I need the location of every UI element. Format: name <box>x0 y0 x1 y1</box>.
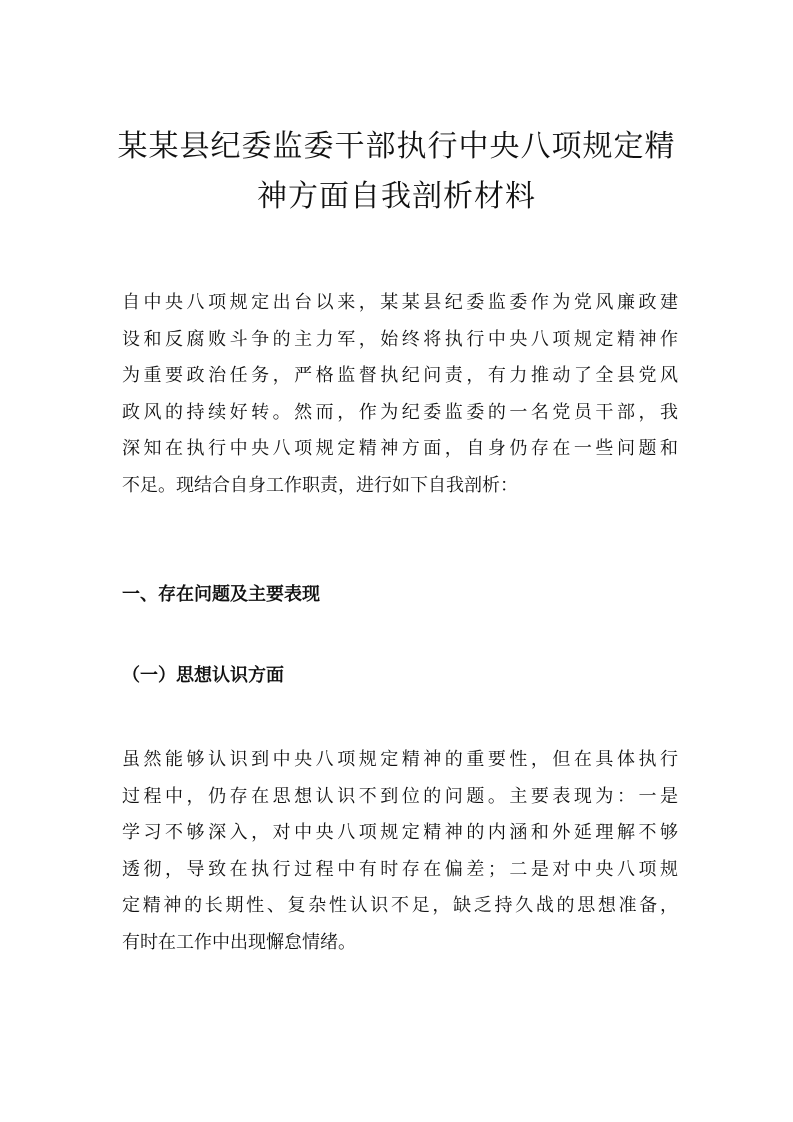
body-line: 有时在工作中出现懈怠情绪。 <box>122 931 356 953</box>
title-line: 神方面自我剖析材料 <box>257 179 536 214</box>
body-paragraph <box>122 742 678 961</box>
document-title <box>100 122 693 222</box>
intro-paragraph <box>122 285 678 504</box>
intro-line: 不足。现结合自身工作职责，进行如下自我剖析： <box>122 474 518 496</box>
body-line: 过程中，仍存在思想认识不到位的问题。主要表现为：一是 <box>122 785 678 807</box>
section-heading: 一、存在问题及主要表现 <box>122 584 320 605</box>
body-line: 透彻，导致在执行过程中有时存在偏差；二是对中央八项规 <box>122 858 678 880</box>
title-line: 某某县纪委监委干部执行中央八项规定精 <box>117 129 676 164</box>
intro-line: 深知在执行中央八项规定精神方面，自身仍存在一些问题和 <box>122 438 678 459</box>
intro-line: 设和反腐败斗争的主力军，始终将执行中央八项规定精神作 <box>122 328 678 350</box>
body-line: 虽然能够认识到中央八项规定精神的重要性，但在具体执行 <box>122 749 678 770</box>
subsection-heading: （一）思想认识方面 <box>122 665 284 686</box>
body-line: 学习不够深入，对中央八项规定精神的内涵和外延理解不够 <box>122 822 678 843</box>
intro-line: 自中央八项规定出台以来，某某县纪委监委作为党风廉政建 <box>122 292 678 313</box>
intro-line: 政风的持续好转。然而，作为纪委监委的一名党员干部，我 <box>122 401 678 423</box>
body-line: 定精神的长期性、复杂性认识不足，缺乏持久战的思想准备， <box>122 895 678 916</box>
intro-line: 为重要政治任务，严格监督执纪问责，有力推动了全县党风 <box>122 365 678 386</box>
